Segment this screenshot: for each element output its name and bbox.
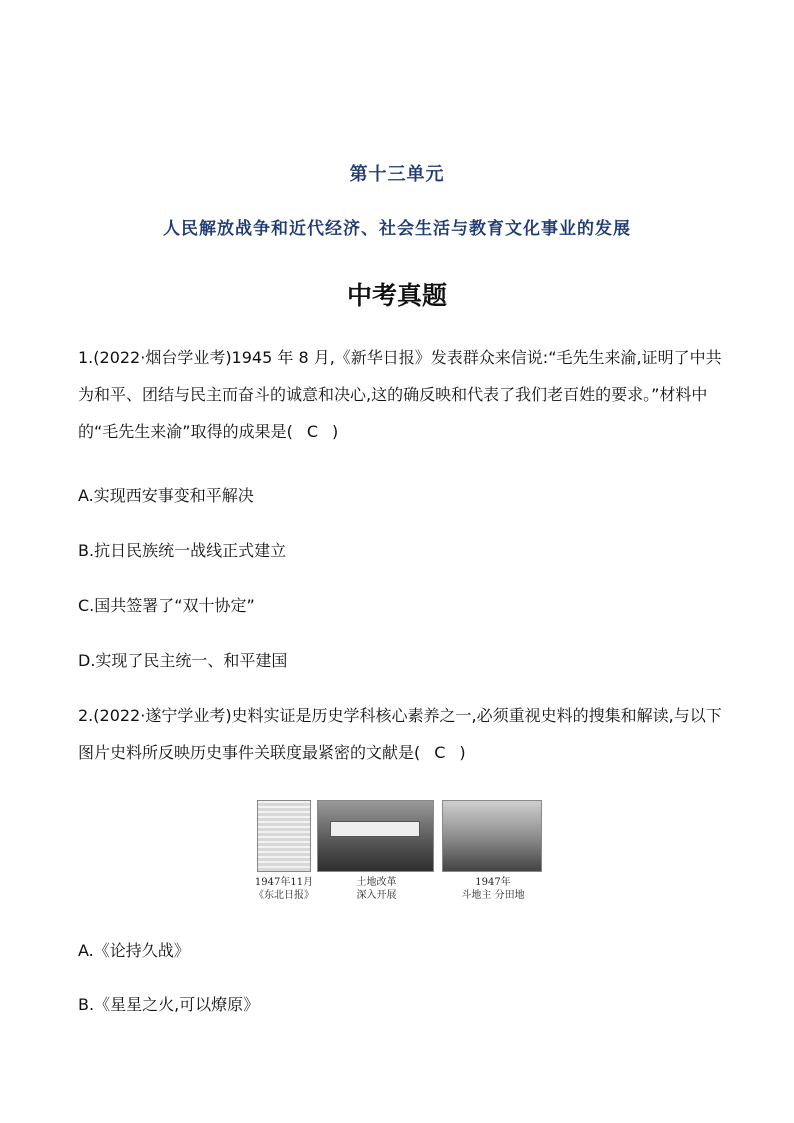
field-crowd-photo [442, 800, 542, 872]
caption-3-line-2: 斗地主 分田地 [461, 890, 525, 901]
unit-subtitle: 人民解放战争和近代经济、社会生活与教育文化事业的发展 [163, 219, 631, 239]
question-1-answer: C [306, 422, 318, 441]
question-2-answer: C [434, 743, 446, 762]
section-title: 中考真题 [346, 281, 447, 310]
unit-title: 第十三单元 [349, 164, 445, 185]
question-2-close: ) [459, 743, 466, 762]
caption-2-line-2: 深入开展 [356, 890, 397, 901]
question-2-stem [78, 697, 728, 771]
question-1-stem [78, 339, 728, 450]
question-2-option-a: A.《论持久战》 [78, 941, 190, 960]
question-2-figure [254, 800, 544, 910]
banner-shape [330, 821, 420, 837]
caption-1-line-1: 1947年11月 [254, 877, 314, 888]
caption-1-line-2: 《东北日报》 [254, 890, 314, 901]
caption-3-line-1: 1947年 [475, 877, 511, 888]
question-1-option-b: B.抗日民族统一战线正式建立 [78, 541, 287, 560]
land-reform-photo [317, 800, 434, 872]
question-2-text: 2.(2022·遂宁学业考)史料实证是历史学科核心素养之一,必须重视史料的搜集和解读,与以下图片史料所反映历史事件关联度最紧密的文献是( [78, 706, 722, 762]
question-1-close: ) [332, 422, 339, 441]
question-1-option-d: D.实现了民主统一、和平建国 [78, 651, 288, 670]
caption-3 [444, 876, 542, 902]
question-1-option-a: A.实现西安事变和平解决 [78, 486, 254, 505]
question-1-text: 1.(2022·烟台学业考)1945 年 8 月,《新华日报》发表群众来信说:“毛先生来渝,证明了中共为和平、团结与民主而奋斗的诚意和决心,这的确反映和代表了我们老百姓的要求。”材料中的“毛先生来渝”取得的成果是( [78, 348, 722, 441]
caption-2 [329, 876, 424, 902]
caption-1 [254, 876, 314, 902]
question-1-option-c: C.国共签署了“双十协定” [78, 596, 255, 615]
newspaper-photo [257, 800, 311, 872]
caption-2-line-1: 土地改革 [356, 877, 397, 888]
question-2-option-b: B.《星星之火,可以燎原》 [78, 995, 260, 1014]
